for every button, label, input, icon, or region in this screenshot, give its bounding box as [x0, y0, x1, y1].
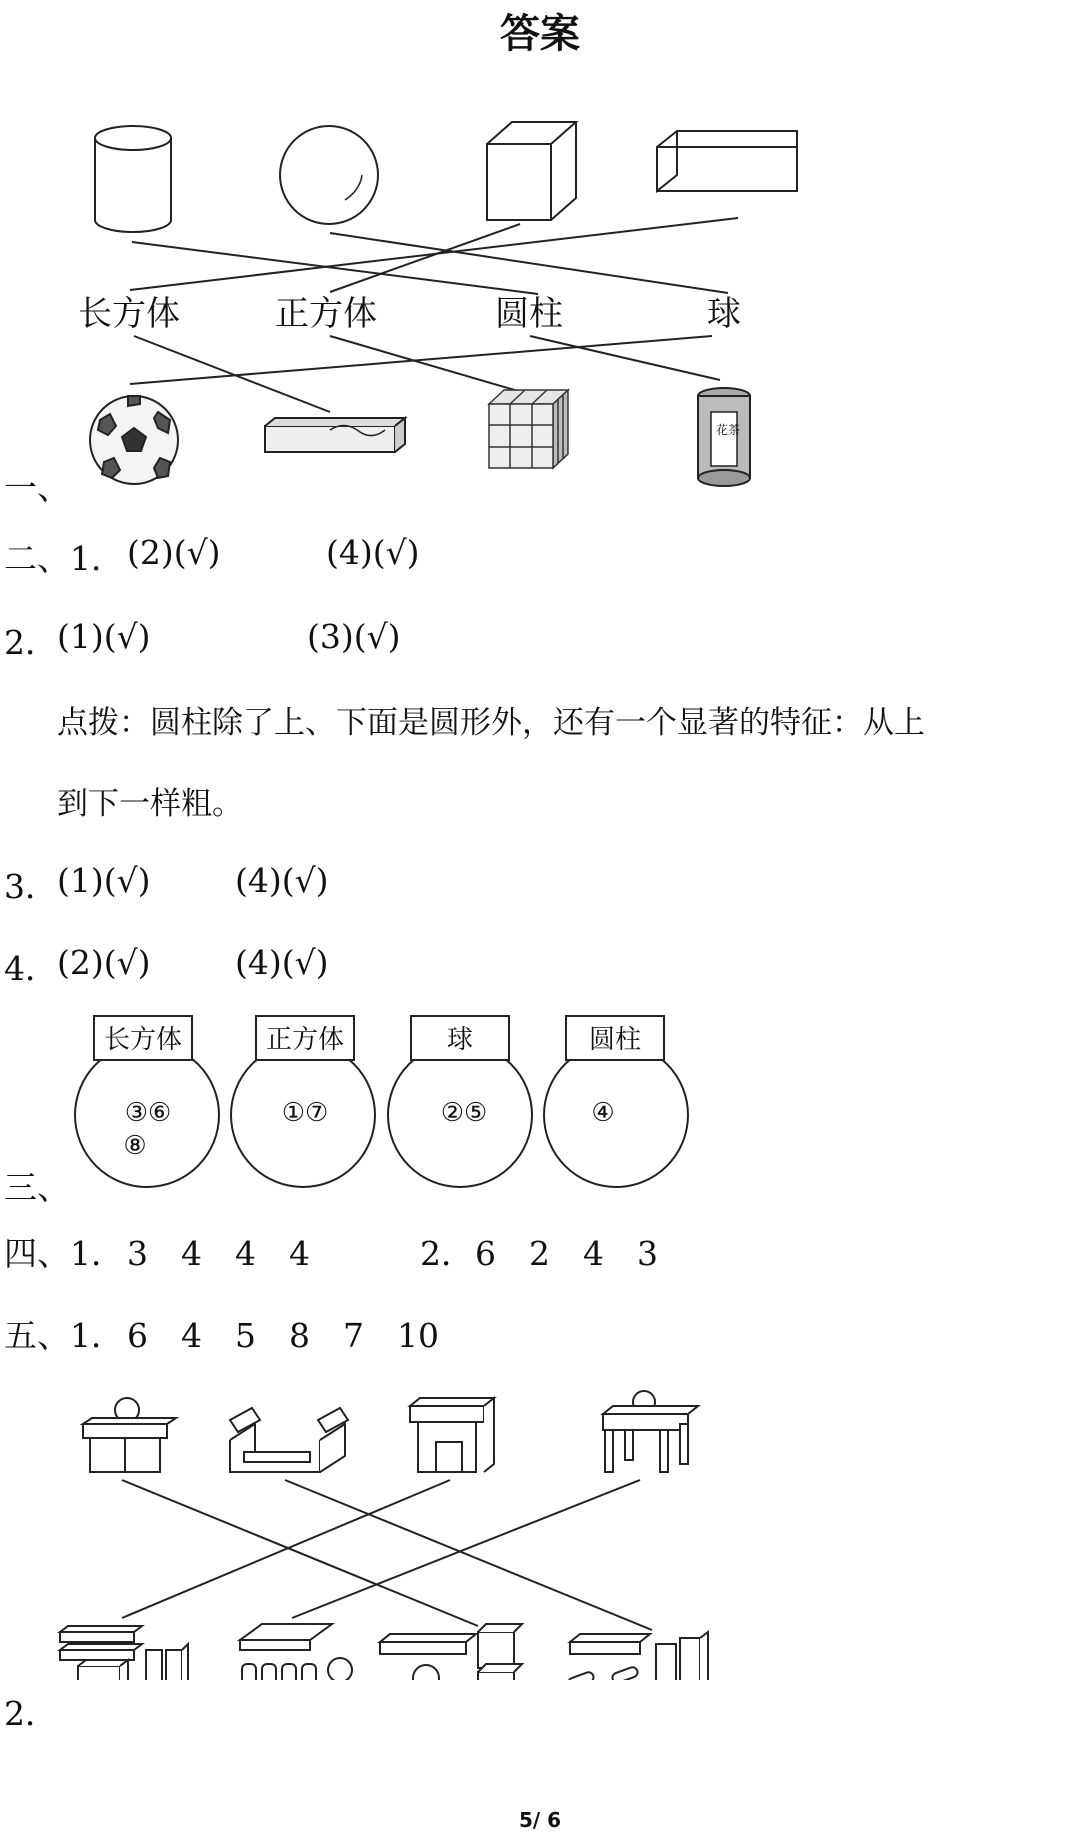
tea-can-icon — [698, 388, 750, 486]
rubik-cube-icon — [489, 390, 568, 468]
cube-outline-icon — [487, 122, 576, 220]
page-number: 5/ 6 — [518, 1808, 562, 1832]
section5-answers: 6 4 5 8 7 10 — [127, 1316, 439, 1355]
label-cube: 正方体 — [275, 294, 377, 334]
page-title: 答案 — [500, 11, 580, 57]
soccer-ball-icon — [90, 396, 178, 484]
group-label-cuboid: 长方体 — [103, 1025, 183, 1055]
parts-set-3-icon — [380, 1624, 522, 1680]
section3-marker: 三、 — [4, 1168, 70, 1207]
q2-2-prefix: 2． — [4, 623, 58, 662]
parts-set-1-icon — [60, 1626, 188, 1680]
label-cuboid: 长方体 — [78, 294, 180, 334]
model-sofa-icon — [230, 1408, 348, 1472]
q2-4-answer-a: (2)(√) — [57, 943, 151, 982]
sphere-outline-icon — [280, 126, 378, 224]
label-sphere: 球 — [707, 294, 741, 334]
cuboid-outline-icon — [657, 131, 797, 191]
q2-1-answer-a: (2)(√) — [127, 533, 221, 572]
section4-prefix: 四、1． — [4, 1234, 124, 1273]
q2-2-answer-b: (3)(√) — [307, 617, 401, 656]
parts-set-2-icon — [240, 1624, 352, 1680]
label-cylinder: 圆柱 — [495, 294, 563, 334]
model-table-legs-icon — [603, 1391, 698, 1472]
building-matching-figure — [0, 1380, 1080, 1680]
parts-set-4-icon — [567, 1632, 708, 1680]
shape-matching-figure — [0, 90, 1080, 510]
q2-2-answer-a: (1)(√) — [57, 617, 151, 656]
group-label-cylinder: 圆柱 — [588, 1025, 642, 1055]
section4-part2: 6 2 4 3 — [475, 1234, 658, 1273]
section5-q2-marker: 2． — [4, 1694, 58, 1733]
q2-1-answer-b: (4)(√) — [326, 533, 420, 572]
section4-part2-prefix: 2． — [420, 1234, 474, 1273]
classification-figure — [0, 1008, 1080, 1188]
q2-3-answer-a: (1)(√) — [57, 861, 151, 900]
group-label-sphere: 球 — [446, 1025, 474, 1055]
q2-3-prefix: 3． — [4, 867, 58, 906]
section5-prefix: 五、1． — [4, 1316, 124, 1355]
section4-part1: 3 4 4 4 — [127, 1234, 310, 1273]
q2-4-prefix: 4． — [4, 949, 58, 988]
group-items-cube: ①⑦ — [281, 1098, 329, 1128]
tip-line-2: 到下一样粗。 — [57, 786, 243, 822]
q2-3-answer-b: (4)(√) — [235, 861, 329, 900]
group-items-cylinder: ④ — [591, 1098, 615, 1128]
section1-marker: 一、 — [4, 468, 70, 507]
model-table-with-ball-icon — [83, 1398, 176, 1472]
model-stool-icon — [410, 1398, 494, 1472]
decorated-box-icon — [265, 418, 405, 452]
group-items-sphere: ②⑤ — [440, 1098, 488, 1128]
q2-1-prefix: 二、1． — [4, 539, 124, 578]
cylinder-outline-icon — [95, 126, 171, 232]
group-items-cuboid-1: ③⑥ — [124, 1098, 172, 1128]
group-label-cube: 正方体 — [265, 1025, 345, 1055]
group-items-cuboid-2: ⑧ — [123, 1131, 147, 1161]
tea-can-label: 花茶 — [716, 423, 741, 437]
tip-line-1: 点拨：圆柱除了上、下面是圆形外，还有一个显著的特征：从上 — [57, 705, 925, 741]
q2-4-answer-b: (4)(√) — [235, 943, 329, 982]
